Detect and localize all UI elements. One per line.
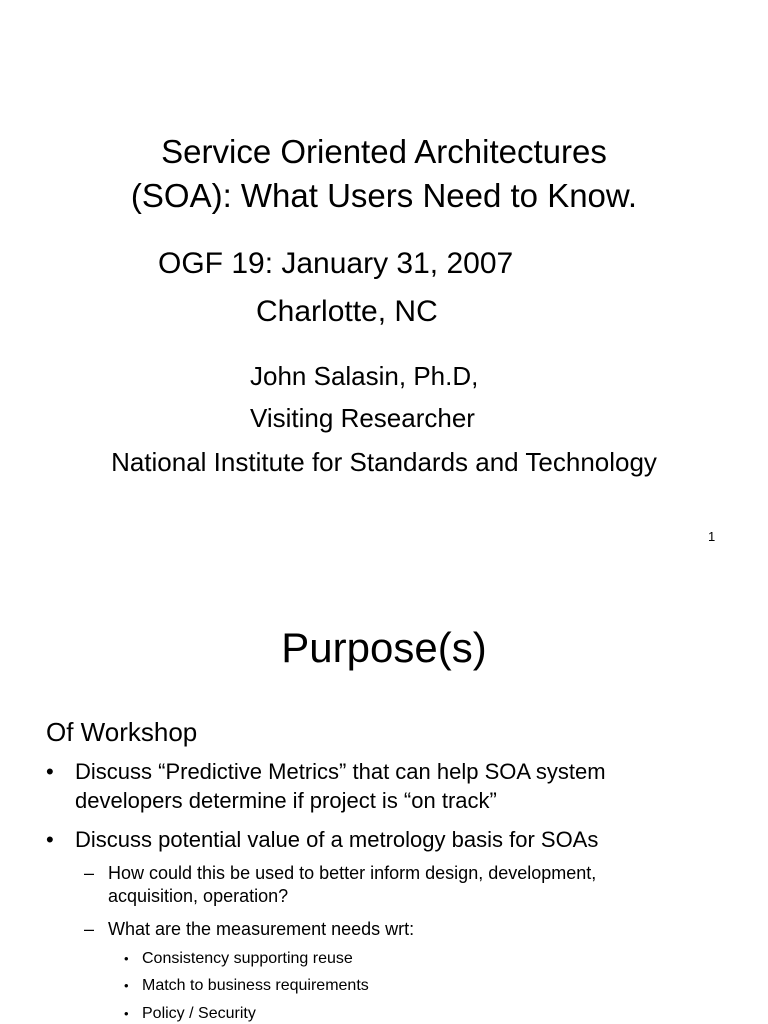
slide-title	[0, 130, 768, 218]
sub-sub-bullet-text: Consistency supporting reuse	[142, 950, 353, 967]
page-number: 1	[708, 529, 716, 544]
sub-bullet-text-line-2: acquisition, operation?	[108, 886, 289, 906]
author-role: Visiting Researcher	[250, 403, 475, 433]
dash-icon: –	[84, 863, 95, 883]
dash-icon: –	[84, 919, 95, 939]
bullet-icon: •	[46, 827, 54, 852]
bullet-icon: •	[124, 951, 129, 966]
slide-title-line-2: (SOA): What Users Need to Know.	[130, 177, 638, 214]
sub-bullet-text-line-1: What are the measurement needs wrt:	[108, 919, 415, 939]
bullet-text-line-1: Discuss potential value of a metrology basis for SOAs	[75, 827, 599, 852]
bullet-icon: •	[46, 759, 54, 784]
bullet-text-line-2: developers determine if project is “on track”	[75, 788, 497, 813]
sub-sub-bullet-text: Match to business requirements	[142, 977, 369, 994]
author-institution: National Institute for Standards and Technology	[111, 447, 657, 477]
purpose-slide	[0, 560, 768, 1024]
bullet-text-line-1: Discuss “Predictive Metrics” that can help SOA system	[75, 759, 606, 784]
slide-title: Purpose(s)	[281, 624, 487, 671]
slide-title-line-1: Service Oriented Architectures	[161, 133, 607, 170]
sub-bullet-text-line-1: How could this be used to better inform design, development,	[108, 863, 597, 883]
bullet-icon: •	[124, 978, 129, 993]
event-location: Charlotte, NC	[256, 295, 438, 328]
slide-subheading: Of Workshop	[46, 717, 198, 747]
sub-sub-bullet-text: Policy / Security	[142, 1005, 256, 1022]
event-date: OGF 19: January 31, 2007	[158, 247, 514, 280]
bullet-icon: •	[124, 1006, 129, 1021]
author-name: John Salasin, Ph.D,	[250, 361, 479, 391]
